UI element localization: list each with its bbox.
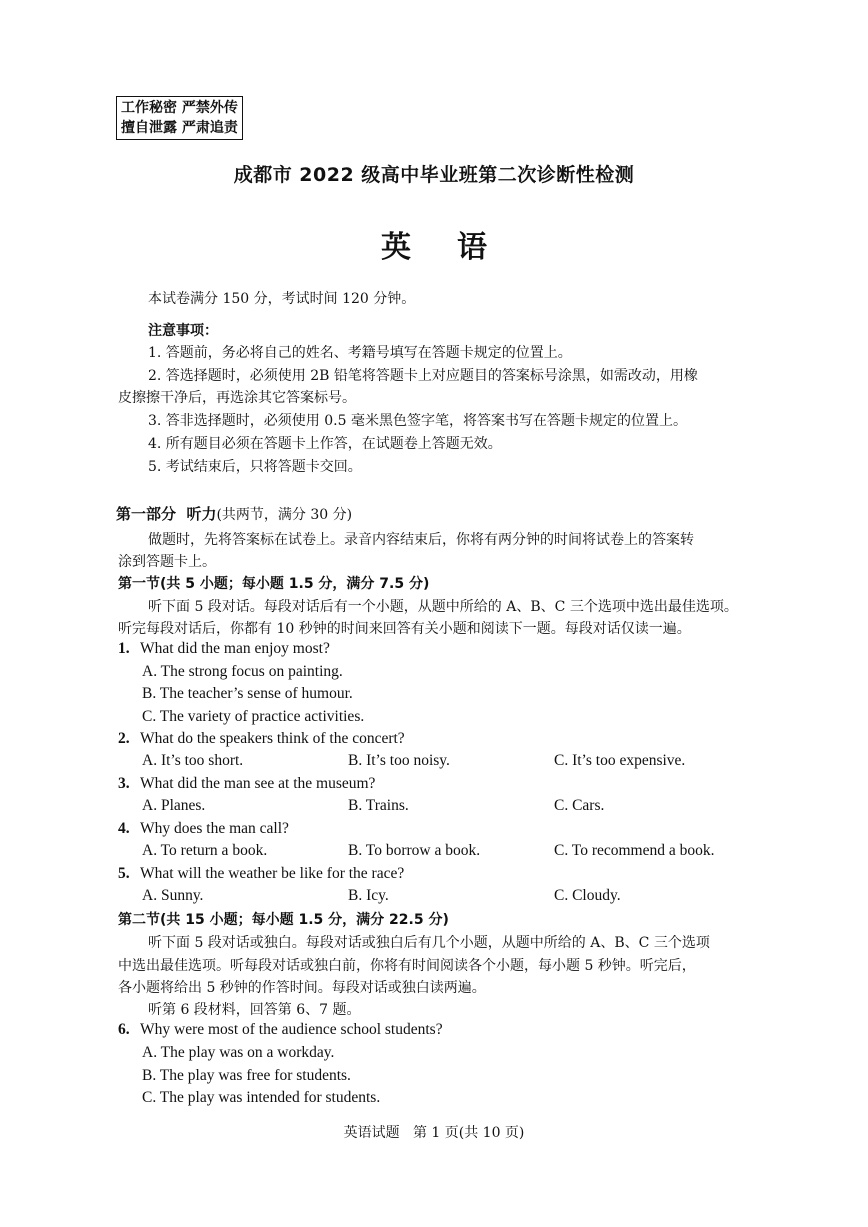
question-text: What did the man enjoy most? <box>140 640 330 657</box>
exam-title: 成都市 2022 级高中毕业班第二次诊断性检测 <box>233 164 635 186</box>
part1-heading-bold: 第一部分 听力 <box>116 505 217 523</box>
section2-heading: 第二节(共 15 小题；每小题 1.5 分，满分 22.5 分) <box>118 912 449 928</box>
part1-heading-rest: (共两节，满分 30 分) <box>216 507 353 523</box>
part1-instr-a: 做题时，先将答案标在试卷上。录音内容结束后，你将有两分钟的时间将试卷上的答案转 <box>148 532 694 548</box>
stamp-line-1: 工作秘密 严禁外传 <box>121 100 238 116</box>
question-text: Why does the man call? <box>140 820 289 837</box>
part1-heading <box>116 503 352 524</box>
option-c: C. Cars. <box>554 797 605 814</box>
option-c: C. It’s too expensive. <box>554 752 686 769</box>
material-instruction: 听第 6 段材料，回答第 6、7 题。 <box>148 1002 361 1018</box>
section1-heading: 第一节(共 5 小题；每小题 1.5 分，满分 7.5 分) <box>118 576 430 592</box>
intro-text: 本试卷满分 150 分，考试时间 120 分钟。 <box>148 291 416 307</box>
option-a: A. It’s too short. <box>142 752 244 769</box>
option-b: B. To borrow a book. <box>348 842 481 859</box>
section1-instr-a: 听下面 5 段对话。每段对话后有一个小题，从题中所给的 A、B、C 三个选项中选出最佳选项。 <box>148 599 738 615</box>
question-text: What do the speakers think of the concert? <box>140 730 405 747</box>
option-b: B. It’s too noisy. <box>348 752 450 769</box>
question-number: 2. <box>118 730 130 747</box>
subject-char-2: 语 <box>457 230 487 265</box>
question-text: What did the man see at the museum? <box>140 775 376 792</box>
subject-char-1: 英 <box>381 230 411 265</box>
section2-instr-c: 各小题将给出 5 秒钟的作答时间。每段对话或独白读两遍。 <box>118 980 486 996</box>
option-b: B. Icy. <box>348 887 389 904</box>
question-text: Why were most of the audience school students? <box>140 1021 443 1038</box>
section1-instr-b: 听完每段对话后，你都有 10 秒钟的时间来回答有关小题和阅读下一题。每段对话仅读一遍。 <box>118 621 691 637</box>
question-number: 3. <box>118 775 130 792</box>
option-b: B. Trains. <box>348 797 409 814</box>
option-a: A. The strong focus on painting. <box>142 663 343 680</box>
stamp-line-2: 擅自泄露 严肃追责 <box>121 120 238 136</box>
option-a: A. To return a book. <box>142 842 268 859</box>
subject-title <box>0 222 868 266</box>
part1-instr-b: 涂到答题卡上。 <box>118 554 216 570</box>
option-a: A. Sunny. <box>142 887 204 904</box>
question-number: 1. <box>118 640 130 657</box>
page-footer: 英语试题 第 1 页(共 10 页) <box>343 1125 525 1141</box>
note-item-3: 3. 答非选择题时，必须使用 0.5 毫米黑色签字笔，将答案书写在答题卡规定的位置上。 <box>148 413 687 429</box>
option-a: A. Planes. <box>142 797 206 814</box>
note-item-1: 1. 答题前，务必将自己的姓名、考籍号填写在答题卡规定的位置上。 <box>148 345 572 361</box>
section2-instr-a: 听下面 5 段对话或独白。每段对话或独白后有几个小题，从题中所给的 A、B、C 三个选项 <box>148 935 710 951</box>
option-c: C. To recommend a book. <box>554 842 715 859</box>
question-number: 5. <box>118 865 130 882</box>
note-item-2a: 2. 答选择题时，必须使用 2B 铅笔将答题卡上对应题目的答案标号涂黑，如需改动，用橡 <box>148 368 698 384</box>
section2-instr-b: 中选出最佳选项。听每段对话或独白前，你将有时间阅读各个小题，每小题 5 秒钟。听完后， <box>118 958 696 974</box>
question-text: What will the weather be like for the race? <box>140 865 405 882</box>
confidential-stamp <box>116 96 243 140</box>
option-b: B. The play was free for students. <box>142 1067 351 1084</box>
option-c: C. The play was intended for students. <box>142 1089 381 1106</box>
option-c: C. Cloudy. <box>554 887 621 904</box>
option-b: B. The teacher’s sense of humour. <box>142 685 353 702</box>
option-c: C. The variety of practice activities. <box>142 708 365 725</box>
note-item-4: 4. 所有题目必须在答题卡上作答，在试题卷上答题无效。 <box>148 436 502 452</box>
question-number: 4. <box>118 820 130 837</box>
option-a: A. The play was on a workday. <box>142 1044 335 1061</box>
notes-heading: 注意事项： <box>148 323 218 339</box>
note-item-2b: 皮擦擦干净后，再选涂其它答案标号。 <box>118 390 356 406</box>
question-number: 6. <box>118 1021 130 1038</box>
note-item-5: 5. 考试结束后，只将答题卡交回。 <box>148 459 362 475</box>
